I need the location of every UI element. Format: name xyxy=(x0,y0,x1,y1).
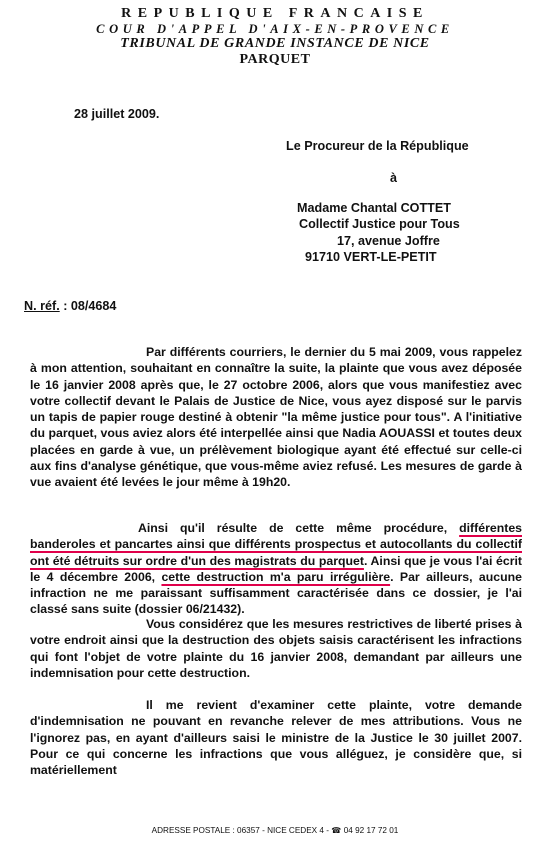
paragraph-2-text xyxy=(30,520,522,618)
paragraph-4 xyxy=(30,697,522,778)
header-court: COUR D'APPEL D'AIX-EN-PROVENCE xyxy=(96,22,454,36)
highlighted-destruction-clause: différentes banderoles et pancartes ainsi que différents prospectus et autocollants du collectif ont été détruits sur ordre d'un des magistrats du parquet xyxy=(30,521,522,568)
recipient-city: 91710 VERT-LE-PETIT xyxy=(305,250,437,264)
paragraph-3 xyxy=(30,616,522,681)
paragraph-2-part-a: Ainsi qu'il résulte de cette même procédure, xyxy=(138,521,460,535)
paragraph-2 xyxy=(30,520,522,618)
recipient-name: Madame Chantal COTTET xyxy=(297,201,451,215)
sender-title: Le Procureur de la République xyxy=(286,139,469,153)
paragraph-2-part-c: . Par ailleurs, aucune infraction ne me paraissant suffisamment caractérisée dans ce dossier, je l'ai classé sans suite (dossier 06/21432). xyxy=(30,569,522,617)
recipient-org: Collectif Justice pour Tous xyxy=(299,217,460,231)
reference-line xyxy=(24,298,116,314)
paragraph-3-text: Vous considérez que les mesures restrictives de liberté prises à votre endroit ainsi que la destruction des objets saisis caractérisent les infractions qui font l'objet de votre plainte du 16 janvier 2008, demandant par ailleurs une indemnisation pour cette destruction. xyxy=(30,617,522,680)
paragraph-1-text: Par différents courriers, le dernier du 5 mai 2009, vous rappelez à mon attention, souhaitant en connaître la suite, la plainte que vous avez déposée le 16 janvier 2008 après que, le 27 octobre 2006, alors que vous manifestiez avec votre collectif devant le Palais de Justice de Nice, vous ayez disposé sur le parvis un tapis de papier rouge destiné à obtenir "la même justice pour tous". A l'initiative du parquet, vous aviez alors été interpellée ainsi que Nadia AOUASSI et toutes deux placées en garde à vue, un prélèvement biologique ayant été effectué sur celle-ci aux fins d'analyse génétique, que vous-même aviez refusé. Les mesures de garde à vue avaient été levées le jour même à 19h20. xyxy=(30,345,522,490)
header-republic: REPUBLIQUE FRANCAISE xyxy=(121,6,429,21)
paragraph-2-part-b: . Ainsi que je vous l'ai écrit le 4 décembre 2006, xyxy=(30,553,522,584)
reference-value: : 08/4684 xyxy=(59,299,117,313)
recipient-street: 17, avenue Joffre xyxy=(337,234,440,248)
highlighted-irregular-clause: cette destruction m'a paru irrégulière xyxy=(161,569,391,584)
to-word: à xyxy=(390,171,398,185)
postal-address-footer: ADRESSE POSTALE : 06357 - NICE CEDEX 4 - ☎ 04 92 17 72 01 xyxy=(151,826,399,835)
header-tribunal: TRIBUNAL DE GRANDE INSTANCE DE NICE xyxy=(120,36,430,51)
letter-date: 28 juillet 2009. xyxy=(74,107,160,121)
header-office: PARQUET xyxy=(239,52,311,67)
paragraph-1 xyxy=(30,344,522,491)
reference-label: N. réf. xyxy=(24,299,60,313)
paragraph-4-text: Il me revient d'examiner cette plainte, votre demande d'indemnisation ne pouvant en revanche relever de mes attributions. Vous ne l'ignorez pas, en ayant d'ailleurs saisi le ministre de la Justice le 30 juillet 2007. Pour ce qui concerne les infractions que vous alléguez, je considère que, si matériellement xyxy=(30,698,522,778)
